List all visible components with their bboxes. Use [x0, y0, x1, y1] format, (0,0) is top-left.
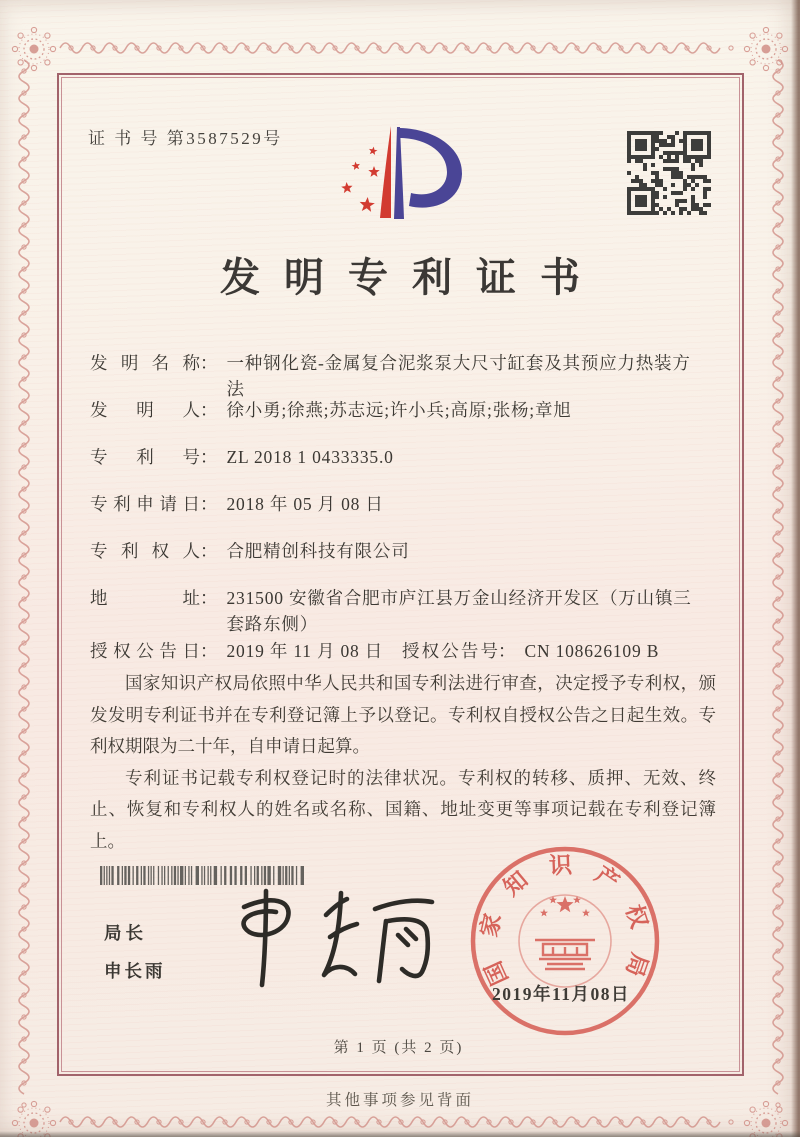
field-filing-date [90, 491, 722, 517]
signer-role: 局长 [104, 923, 147, 943]
field-label: 专利申请日 [90, 494, 200, 514]
field-colon: ： [200, 588, 218, 608]
signer-name: 申长雨 [104, 961, 166, 981]
field-colon: ： [200, 447, 218, 467]
field-colon: ： [498, 641, 516, 661]
field-value: 合肥精创科技有限公司 [226, 541, 410, 561]
field-patentee [90, 538, 722, 564]
field-invention-name [90, 350, 722, 402]
field-colon: ： [200, 400, 218, 420]
field-label: 授权公告号 [402, 641, 498, 661]
field-colon: ： [200, 541, 218, 561]
national-emblem-icon [519, 895, 611, 987]
handwritten-signature-icon [210, 885, 450, 997]
field-label: 地址 [90, 588, 200, 608]
field-label: 专利权人 [90, 541, 200, 561]
legal-text [90, 668, 716, 857]
page-number: 第 1 页 (共 2 页) [333, 1040, 464, 1056]
field-value: CN 108626109 B [524, 641, 660, 661]
field-label: 发明名称 [90, 353, 200, 373]
field-colon: ： [200, 641, 218, 661]
logo-red-wedge [380, 126, 391, 218]
field-colon: ： [200, 494, 218, 514]
qr-code-icon [627, 131, 711, 215]
field-patent-number [90, 444, 722, 470]
cnipa-logo-icon [330, 113, 475, 231]
field-value: 231500 安徽省合肥市庐江县万金山经济开发区（万山镇三套路东侧） [226, 588, 692, 634]
logo-p-bowl [399, 128, 462, 208]
field-label: 授权公告日 [90, 641, 200, 661]
seal-date: 2019年11月08日 [492, 984, 631, 1004]
field-address [90, 585, 722, 637]
logo-blue-wedge [394, 127, 404, 219]
signer-block [104, 920, 166, 983]
field-value: 2018 年 05 月 08 日 [226, 494, 384, 514]
legal-paragraph-2: 专利证书记载专利权登记时的法律状况。专利权的转移、质押、无效、终止、恢复和专利权人的姓名或名称、国籍、地址变更等事项记载在专利登记簿上。 [90, 767, 716, 851]
back-side-note: 其他事项参见背面 [325, 1092, 474, 1109]
field-colon: ： [200, 353, 218, 373]
official-seal-icon [467, 843, 663, 1039]
field-inventors [90, 397, 722, 423]
field-grant-number [402, 638, 659, 664]
field-label: 专利号 [90, 447, 200, 467]
field-value: 徐小勇;徐燕;苏志远;许小兵;高原;张杨;章旭 [226, 400, 572, 420]
photo-edge-shadow-right [791, 0, 800, 1137]
barcode-icon [100, 866, 306, 885]
field-grant-row [90, 638, 722, 664]
field-value: 一种钢化瓷-金属复合泥浆泵大尺寸缸套及其预应力热装方法 [226, 353, 691, 399]
legal-paragraph-1: 国家知识产权局依照中华人民共和国专利法进行审查，决定授予专利权，颁发发明专利证书并在专利登记簿上予以登记。专利权自授权公告之日起生效。专利权期限为二十年，自申请日起算。 [90, 673, 716, 756]
certificate-title: 发明专利证书 [220, 255, 604, 300]
logo-stars [341, 147, 380, 212]
seal-text: 国家知识产权局 [476, 852, 653, 989]
certificate-number: 证 书 号 第3587529号 [88, 129, 283, 148]
field-label: 发明人 [90, 400, 200, 420]
field-grant-date [90, 641, 383, 661]
photo-edge-shadow-bottom [0, 1131, 800, 1137]
field-value: ZL 2018 1 0433335.0 [226, 447, 394, 467]
field-value: 2019 年 11 月 08 日 [226, 641, 384, 661]
